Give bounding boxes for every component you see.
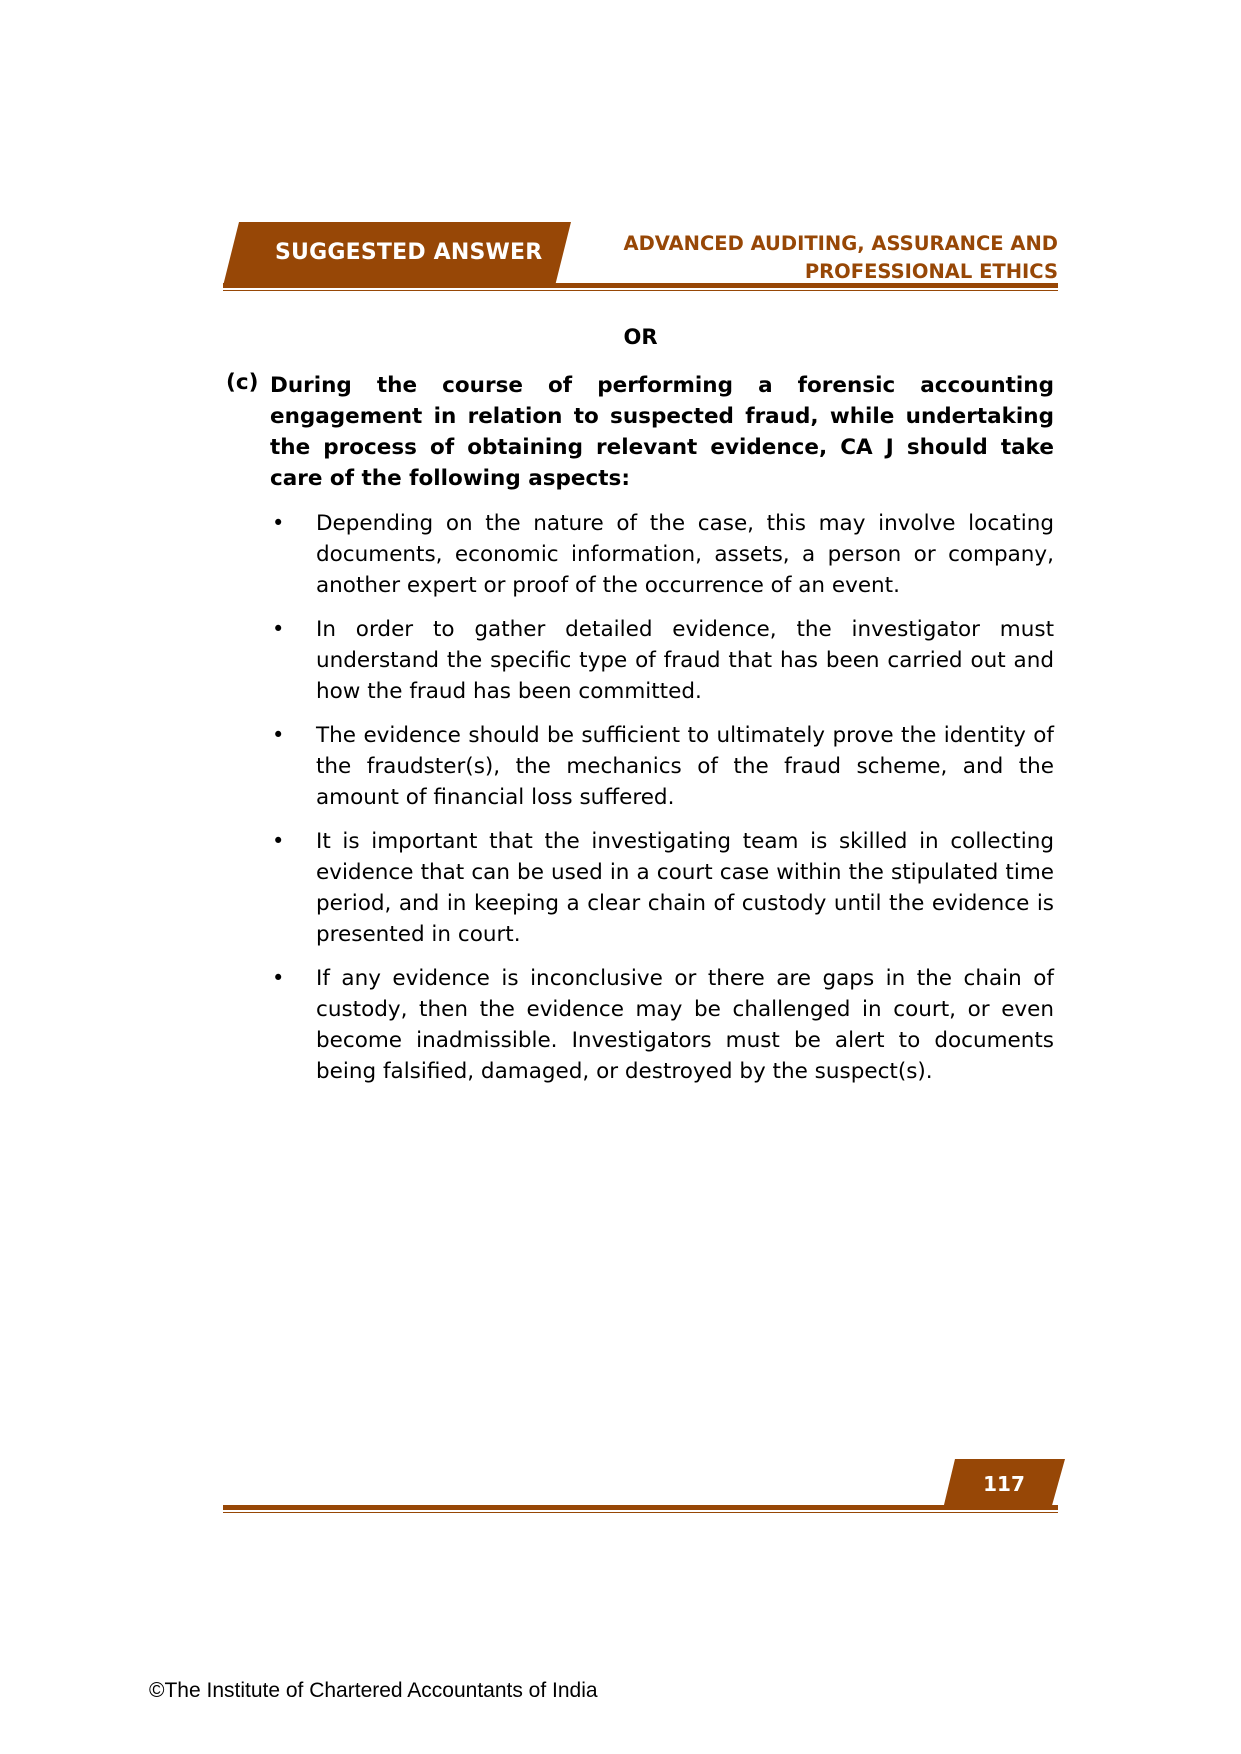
bullet-icon: •	[272, 511, 285, 535]
page-number: 117	[983, 1472, 1025, 1496]
list-item-text: The evidence should be sufficient to ultimately prove the identity of the fraudster(s), the mechanics of the fraud scheme, and the amount of financial loss suffered.	[316, 723, 1054, 810]
list-item	[270, 826, 1054, 950]
copyright-footer: ©The Institute of Chartered Accountants of India	[149, 1679, 598, 1702]
bullet-icon: •	[272, 829, 285, 853]
document-title-line2: PROFESSIONAL ETHICS	[804, 260, 1058, 283]
question-text: During the course of performing a forensic accounting engagement in relation to suspected fraud, while undertaking the process of obtaining relevant evidence, CA J should take care of the following aspects:	[270, 373, 1054, 491]
list-item	[270, 508, 1054, 601]
or-separator: OR	[623, 325, 658, 349]
bullet-list	[270, 508, 1054, 1100]
list-item	[270, 720, 1054, 813]
document-title	[538, 230, 1058, 286]
list-item-text: It is important that the investigating team is skilled in collecting evidence that can be used in a court case within the stipulated time period, and in keeping a clear chain of custody until the evidence is presented in court.	[316, 829, 1054, 947]
bullet-icon: •	[272, 617, 285, 641]
question-label: (c)	[226, 370, 259, 395]
list-item-text: In order to gather detailed evidence, the investigator must understand the specific type of fraud that has been carried out and how the fraud has been committed.	[316, 617, 1054, 704]
document-title-line1: ADVANCED AUDITING, ASSURANCE AND	[623, 232, 1058, 255]
header-rule	[223, 283, 1058, 288]
header-rule-thin	[223, 290, 1058, 291]
bullet-icon: •	[272, 723, 285, 747]
list-item-text: If any evidence is inconclusive or there are gaps in the chain of custody, then the evidence may be challenged in court, or even become inadmissible. Investigators must be alert to documents being falsified, damaged, or destroyed by the suspect(s).	[316, 966, 1054, 1084]
header-tab-label: SUGGESTED ANSWER	[275, 240, 543, 265]
list-item	[270, 614, 1054, 707]
footer-rule	[223, 1505, 1058, 1510]
list-item	[270, 963, 1054, 1087]
bullet-icon: •	[272, 966, 285, 990]
footer-rule-thin	[223, 1512, 1058, 1513]
list-item-text: Depending on the nature of the case, this may involve locating documents, economic information, assets, a person or company, another expert or proof of the occurrence of an event.	[316, 511, 1054, 598]
